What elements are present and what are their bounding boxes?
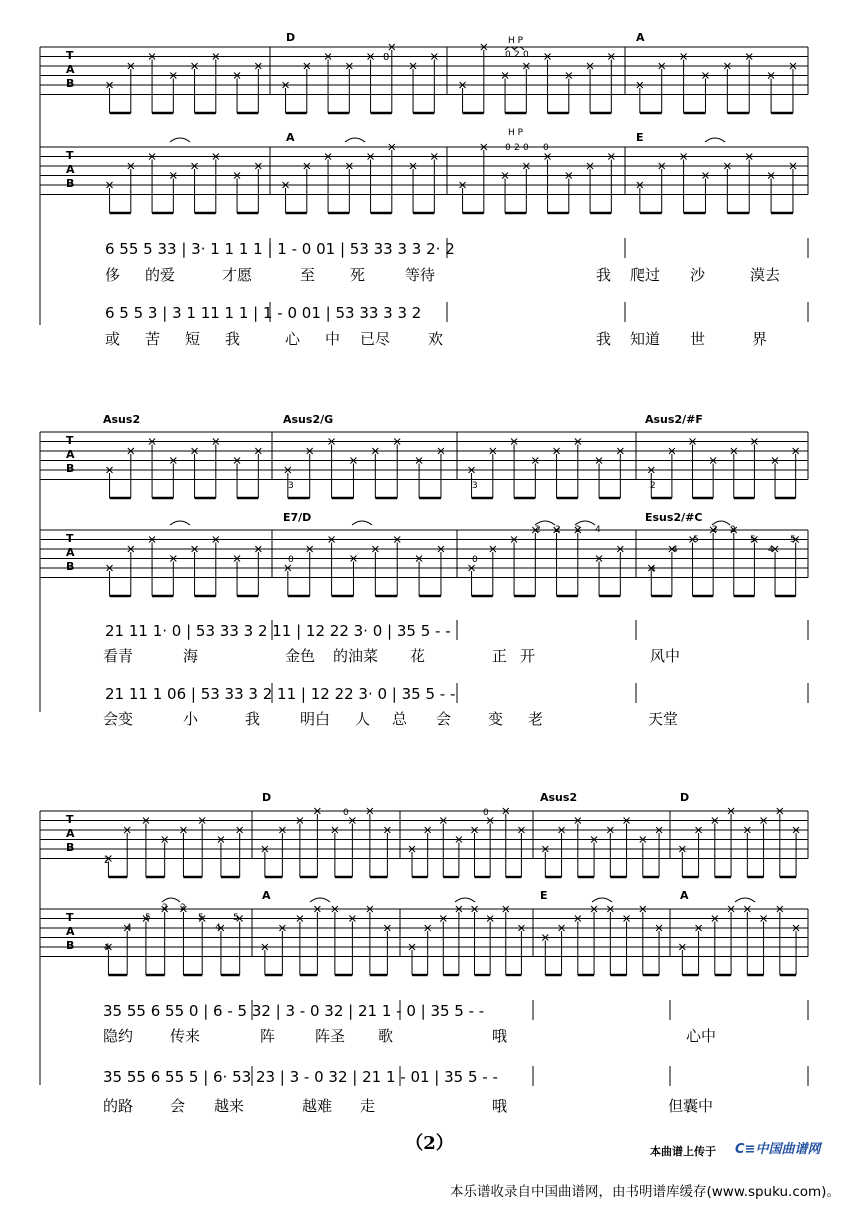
lyric-syllable: 正: [492, 647, 508, 665]
fret-number: 0: [483, 808, 489, 818]
tab-clef-b: B: [66, 841, 75, 854]
lyric-syllable: 金色: [285, 647, 316, 665]
fret-number: 2: [514, 143, 520, 153]
lyric-syllable: 我: [225, 330, 241, 348]
fret-number: 4: [595, 525, 601, 535]
chord-symbol: Esus2/#C: [645, 511, 703, 524]
fret-number: 5: [233, 913, 239, 923]
fret-number: 0: [343, 808, 349, 818]
lyric-syllable: 风中: [650, 647, 681, 665]
lyric-syllable: 苦: [145, 330, 161, 348]
lyric-syllable: 我: [596, 266, 612, 284]
tab-clef-a: A: [66, 63, 75, 76]
fret-number: 2: [730, 525, 736, 535]
fret-number: 5: [790, 535, 796, 545]
tab-clef-b: B: [66, 77, 75, 90]
fret-number: 0: [523, 143, 529, 153]
lyric-syllable: 漠去: [750, 266, 781, 284]
fret-number: 3: [472, 481, 478, 491]
numbered-notation: 21 11 1· 0 | 53 33 3 2 11 | 12 22 3· 0 | 35 5 - -: [105, 622, 451, 640]
slur-mark: [162, 898, 755, 902]
lyric-syllable: 传来: [170, 1027, 201, 1045]
logo-text: 中国曲谱网: [755, 1142, 821, 1157]
tab-clef-b: B: [66, 939, 75, 952]
lyric-syllable: 的路: [103, 1097, 134, 1115]
lyric-syllable: 哦: [492, 1097, 508, 1115]
lyric-syllable: 总: [392, 710, 408, 728]
fret-number: 4: [672, 545, 678, 555]
lyric-syllable: 隐约: [103, 1027, 134, 1045]
chord-symbol: Asus2/G: [283, 413, 334, 426]
chord-symbol: A: [262, 889, 271, 902]
fret-number: 0: [523, 50, 529, 60]
fret-number: 2: [650, 481, 656, 491]
lyric-syllable: 心中: [686, 1027, 717, 1045]
lyric-syllable: 会: [436, 710, 452, 728]
fret-number: 0: [505, 50, 511, 60]
numbered-notation: 6 55 5 33 | 3· 1 1 1 1 | 1 - 0 01 | 53 33 3 3 2· 2: [105, 240, 455, 258]
fret-number: 2: [514, 50, 520, 60]
tab-clef-a: A: [66, 448, 75, 461]
tab-clef-t: T: [66, 911, 74, 924]
lyric-syllable: 至: [300, 266, 316, 284]
tab-clef-t: T: [66, 532, 74, 545]
lyric-syllable: 死: [350, 266, 366, 284]
lyric-syllable: 会: [170, 1097, 186, 1115]
lyric-syllable: 等待: [405, 266, 436, 284]
tab-clef-t: T: [66, 149, 74, 162]
chord-symbol: E: [540, 889, 548, 902]
page-number: （2）: [405, 1133, 454, 1154]
fret-number: 5: [145, 913, 151, 923]
fret-number: 0: [288, 555, 294, 565]
fret-number: 5: [693, 535, 699, 545]
chord-symbol: D: [680, 791, 690, 804]
lyric-syllable: 知道: [630, 330, 661, 348]
lyric-syllable: 我: [596, 330, 612, 348]
chord-symbol: A: [286, 131, 295, 144]
fret-number: 0: [383, 52, 390, 63]
lyric-syllable: 的油菜: [333, 647, 379, 665]
lyric-syllable: 人: [355, 710, 371, 728]
fret-number: 2: [104, 856, 110, 866]
lyric-syllable: 沙: [690, 266, 706, 284]
fret-number: 4: [126, 923, 132, 933]
lyric-syllable: 越难: [302, 1097, 333, 1115]
lyric-syllable: 中: [325, 330, 341, 348]
lyric-syllable: 小: [183, 710, 199, 728]
fret-number: 0: [472, 555, 478, 565]
chord-symbol: D: [286, 31, 296, 44]
lyric-syllable: 开: [520, 647, 536, 665]
lyric-syllable: 短: [185, 330, 201, 348]
fret-number: 2: [712, 525, 718, 535]
footer-credit: 本乐谱收录自中国曲谱网，由书明谱库缓存(www.spuku.com)。: [450, 1184, 840, 1200]
fret-number: 5: [198, 913, 204, 923]
lyric-syllable: 走: [360, 1097, 376, 1115]
lyric-syllable: 的爱: [145, 266, 176, 284]
fret-number: 5: [750, 535, 756, 545]
tab-clef-a: A: [66, 925, 75, 938]
lyric-syllable: 天堂: [648, 710, 679, 728]
chord-symbol: E: [636, 131, 644, 144]
lyric-syllable: 看青: [103, 647, 134, 665]
lyric-syllable: 变: [488, 710, 504, 728]
tab-clef-b: B: [66, 560, 75, 573]
tab-clef-t: T: [66, 49, 74, 62]
fret-number: 2: [162, 903, 168, 913]
tab-clef-b: B: [66, 177, 75, 190]
lyric-syllable: 侈: [105, 266, 121, 284]
hammer-pull-mark: H P: [508, 128, 524, 138]
lyric-syllable: 海: [183, 647, 199, 665]
tab-clef-t: T: [66, 813, 74, 826]
lyric-syllable: 已尽: [360, 330, 391, 348]
fret-number: 4: [768, 545, 774, 555]
lyric-syllable: 歌: [378, 1027, 394, 1045]
lyric-syllable: 我: [245, 710, 261, 728]
numbered-notation: 35 55 6 55 5 | 6· 53 23 | 3 - 0 32 | 21 1 - 01 | 35 5 - -: [103, 1068, 498, 1086]
chord-symbol: D: [262, 791, 272, 804]
upload-note: 本曲谱上传于: [650, 1145, 716, 1158]
lyric-syllable: 花: [410, 647, 426, 665]
lyric-syllable: 阵: [260, 1027, 276, 1045]
numbered-notation: 21 11 1 06 | 53 33 3 2 11 | 12 22 3· 0 | 35 5 - -: [105, 685, 456, 703]
chord-symbol: E7/D: [283, 511, 312, 524]
logo-icon: C≡: [735, 1142, 756, 1157]
fret-number: 0: [543, 143, 549, 153]
lyric-syllable: 才愿: [222, 266, 253, 284]
chord-symbol: Asus2: [103, 413, 141, 426]
chord-symbol: Asus2/#F: [645, 413, 703, 426]
lyric-syllable: 世: [690, 330, 706, 348]
lyric-syllable: 老: [528, 710, 544, 728]
lyric-syllable: 哦: [492, 1027, 508, 1045]
fret-number: 2: [535, 525, 541, 535]
lyric-syllable: 明白: [300, 710, 331, 728]
tab-clef-a: A: [66, 827, 75, 840]
lyric-syllable: 爬过: [630, 266, 661, 284]
fret-number: 4: [104, 943, 110, 953]
lyric-syllable: 心: [285, 330, 301, 348]
chord-symbol: A: [636, 31, 645, 44]
lyric-syllable: 但囊中: [668, 1097, 714, 1115]
fret-number: 2: [555, 525, 561, 535]
fret-number: 0: [505, 143, 511, 153]
lyric-syllable: 会变: [103, 710, 134, 728]
tab-clef-a: A: [66, 163, 75, 176]
hammer-pull-mark: H P: [508, 36, 524, 46]
fret-number: 2: [575, 525, 581, 535]
fret-number: 2: [180, 903, 186, 913]
chord-symbol: A: [680, 889, 689, 902]
lyric-syllable: 欢: [428, 330, 444, 348]
tab-clef-t: T: [66, 434, 74, 447]
site-logo: [735, 1138, 820, 1157]
lyric-syllable: 或: [105, 330, 121, 348]
fret-number: 3: [288, 481, 294, 491]
tab-clef-a: A: [66, 546, 75, 559]
lyric-syllable: 阵圣: [315, 1027, 346, 1045]
fret-number: 4: [215, 923, 221, 933]
numbered-notation: 6 5 5 3 | 3 1 11 1 1 | 1 - 0 01 | 53 33 3 3 2: [105, 304, 422, 322]
lyric-syllable: 越来: [214, 1097, 245, 1115]
numbered-notation: 35 55 6 55 0 | 6 - 5 32 | 3 - 0 32 | 21 1 - 0 | 35 5 - -: [103, 1002, 485, 1020]
tab-clef-b: B: [66, 462, 75, 475]
chord-symbol: Asus2: [540, 791, 578, 804]
lyric-syllable: 界: [752, 330, 768, 348]
fret-number: 4: [650, 565, 656, 575]
